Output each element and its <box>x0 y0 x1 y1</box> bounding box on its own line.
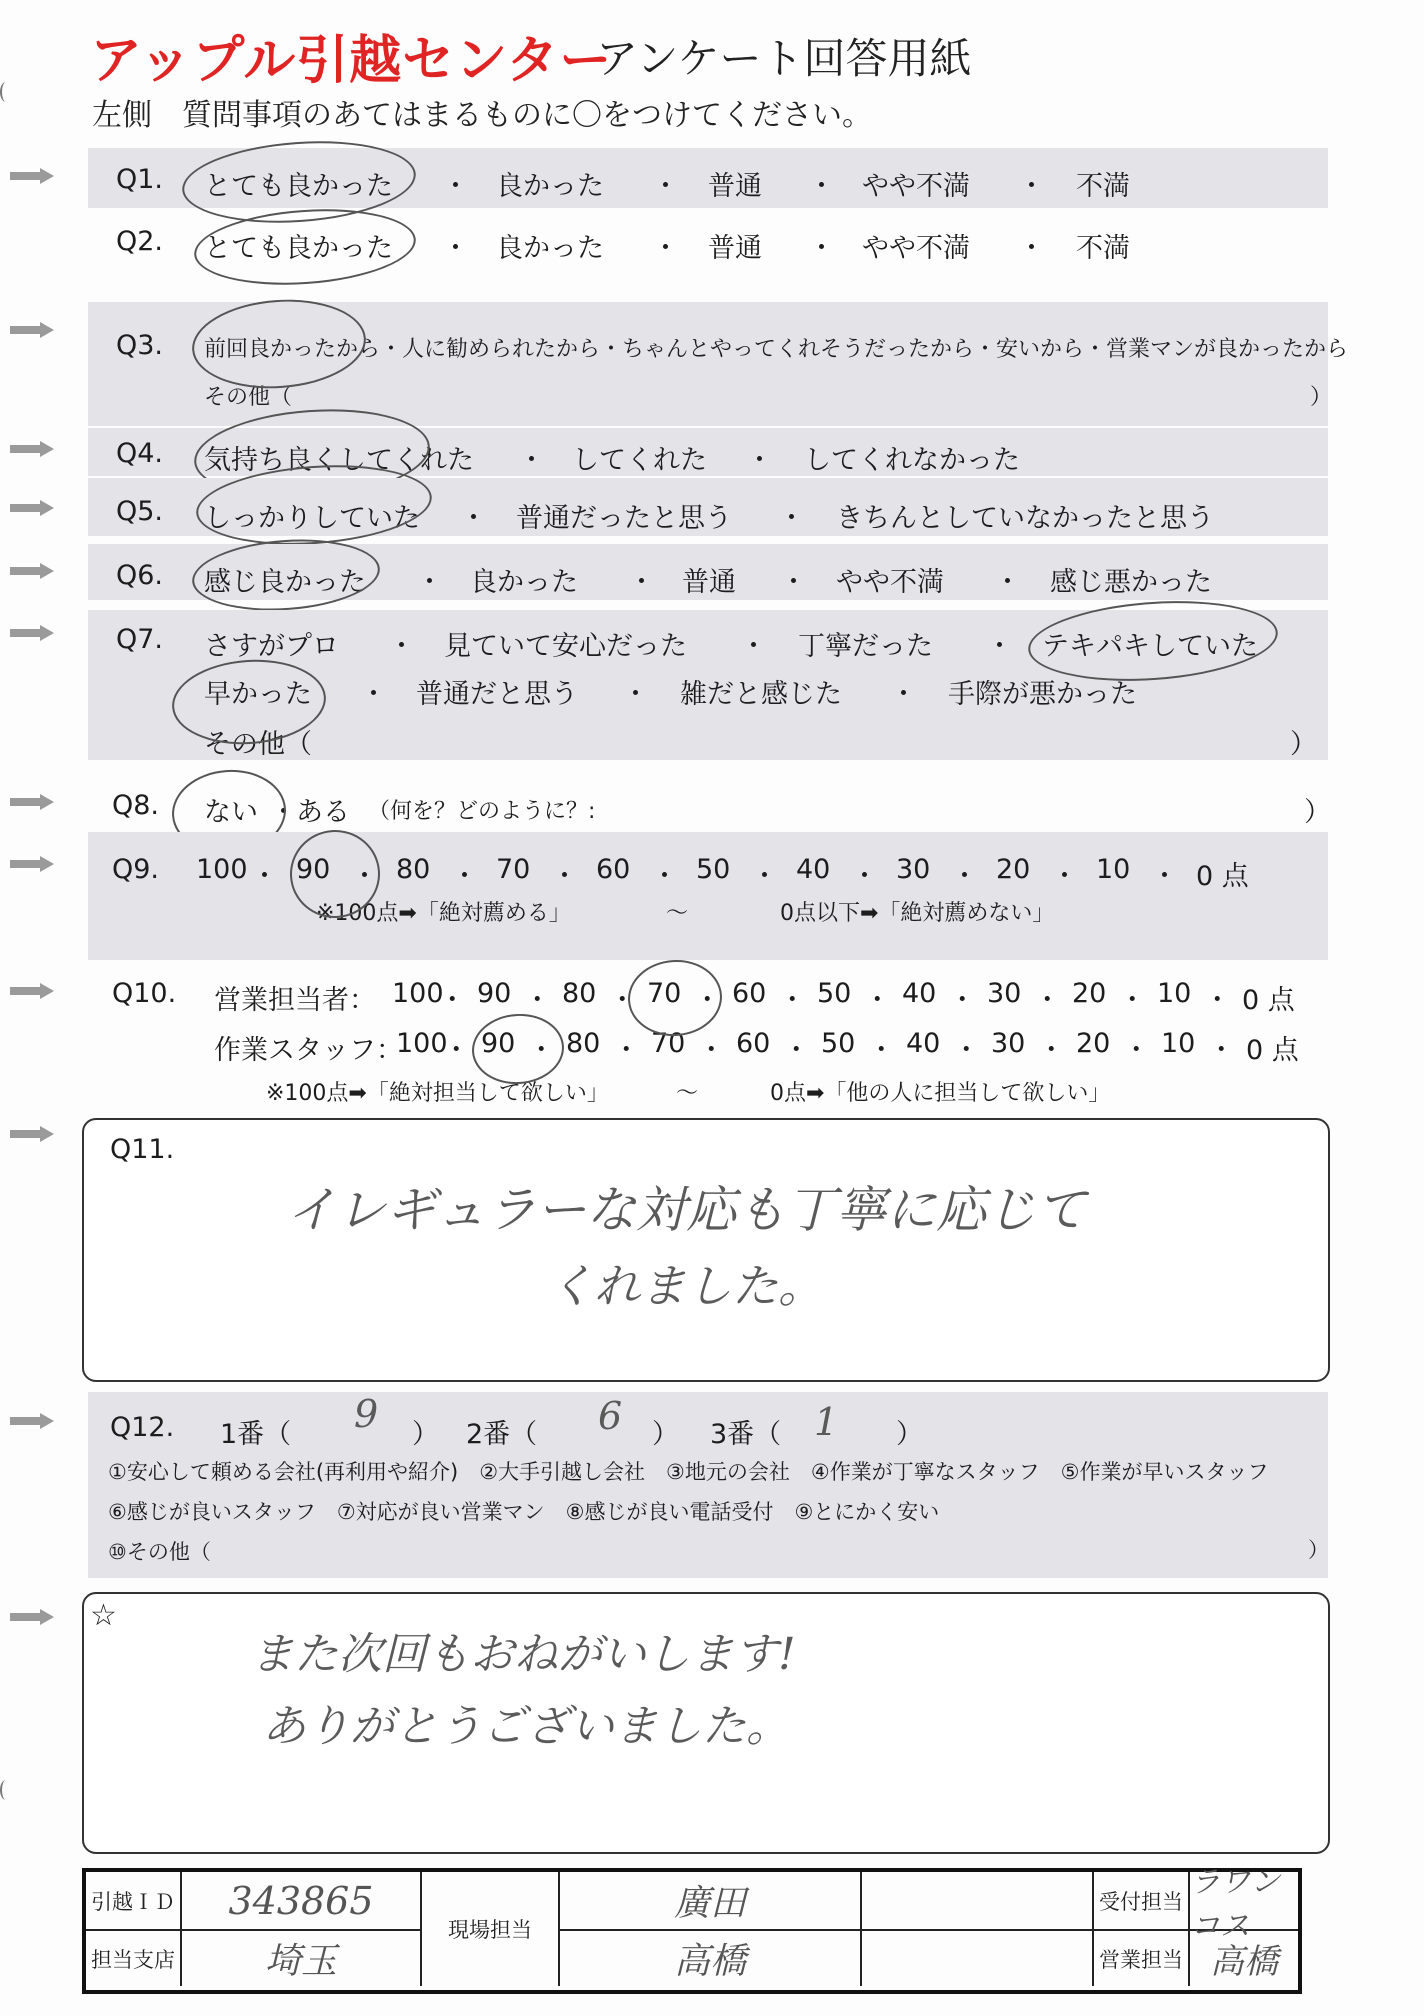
margin-arrow-icon <box>10 1413 54 1429</box>
separator: ・ <box>782 1035 810 1066</box>
q10-sales-score-option[interactable]: 60 <box>732 978 767 1009</box>
instruction-text: 左側 質問事項のあてはまるものに〇をつけてください。 <box>92 98 872 133</box>
q10-staff-score-option[interactable]: 70 <box>651 1028 686 1059</box>
q10-sales-label: 営業担当者： <box>214 985 376 1016</box>
q5-option[interactable]: しっかりしていた <box>204 503 420 534</box>
q1-option[interactable]: 不満 <box>1076 171 1130 202</box>
q3-options-line[interactable]: 前回良かったから・人に勧められたから・ちゃんとやってくれそうだったから・安いから・営業マンが良かったから <box>204 337 1349 362</box>
q9-score-option[interactable]: 10 <box>1096 854 1131 885</box>
q6-option[interactable]: やや不満 <box>836 567 944 598</box>
separator: ・ <box>1207 1035 1235 1066</box>
q6-option[interactable]: 感じ悪かった <box>1050 567 1212 598</box>
separator: ・ <box>778 503 805 534</box>
q7-option[interactable]: さすがプロ <box>204 631 339 662</box>
margin-arrow-icon <box>10 563 54 579</box>
q10-sales-score-option[interactable]: 0 点 <box>1242 985 1295 1016</box>
q10-sales-score-option[interactable]: 100 <box>392 978 444 1009</box>
separator: ・ <box>994 567 1021 598</box>
site-staff-value[interactable]: 高橋 <box>560 1931 862 1986</box>
q7-option[interactable]: 普通だと思う <box>416 679 578 710</box>
q6-label: Q6. <box>116 560 164 591</box>
q2-label: Q2. <box>116 226 164 257</box>
q7-option[interactable]: 見ていて安心だった <box>444 631 687 662</box>
q10-staff-score-option[interactable]: 90 <box>481 1028 516 1059</box>
form-subtitle: アンケート回答用紙 <box>596 34 972 83</box>
q9-band <box>88 832 1328 960</box>
q3-label: Q3. <box>116 330 164 361</box>
separator: ・ <box>697 1035 725 1066</box>
q9-score-option[interactable]: 20 <box>996 854 1031 885</box>
site-staff-value[interactable]: 廣田 <box>560 1872 862 1931</box>
footer-table <box>82 1864 1302 1994</box>
q11-label: Q11. <box>110 1134 175 1165</box>
q10-sales-score-option[interactable]: 20 <box>1072 978 1107 1009</box>
q2-option[interactable]: 不満 <box>1076 233 1130 264</box>
separator: ・ <box>251 861 278 892</box>
separator: ・ <box>388 631 415 662</box>
q9-score-option[interactable]: 50 <box>696 854 731 885</box>
q12-choices-row2: ⑥感じが良いスタッフ ⑦対応が良い営業マン ⑧感じが良い電話受付 ⑨とにかく安い <box>108 1500 940 1524</box>
q10-sales-score-option[interactable]: 30 <box>987 978 1022 1009</box>
margin-arrow-icon <box>10 1126 54 1142</box>
q10-staff-score-option[interactable]: 100 <box>396 1028 448 1059</box>
separator: ・ <box>523 985 551 1016</box>
q5-label: Q5. <box>116 496 164 527</box>
separator: ・ <box>518 445 545 476</box>
q1-label: Q1. <box>116 164 164 195</box>
brand-title: アップル引越センター <box>90 31 613 91</box>
q3-other-close: ） <box>1310 385 1333 410</box>
separator: ・ <box>351 861 378 892</box>
comment-handwritten-line2: ありがとうございました。 <box>262 1701 790 1752</box>
separator: ・ <box>808 233 835 264</box>
q7-option[interactable]: 手際が悪かった <box>948 679 1137 710</box>
branch-value[interactable]: 埼玉 <box>182 1931 422 1986</box>
q10-staff-score-option[interactable]: 10 <box>1161 1028 1196 1059</box>
q10-sales-score-option[interactable]: 80 <box>562 978 597 1009</box>
q10-sales-score-option[interactable]: 90 <box>477 978 512 1009</box>
q8-close: ） <box>1304 797 1331 828</box>
q9-score-option[interactable]: 30 <box>896 854 931 885</box>
q12-rank2-label: 2番（ <box>466 1419 538 1450</box>
move-id-label: 引越ＩＤ <box>86 1872 182 1931</box>
separator: ・ <box>442 171 469 202</box>
separator: ・ <box>270 797 297 828</box>
separator: ・ <box>360 679 387 710</box>
separator: ・ <box>986 631 1013 662</box>
q8-prompt[interactable]: （何を？どのように？: <box>368 799 596 824</box>
q7-option[interactable]: 雑だと感じた <box>680 679 842 710</box>
reception-value[interactable]: ラワンコス <box>1190 1872 1298 1931</box>
q10-sales-score-option[interactable]: 10 <box>1157 978 1192 1009</box>
separator: ・ <box>693 985 721 1016</box>
separator: ・ <box>951 861 978 892</box>
q10-sales-score-option[interactable]: 50 <box>817 978 852 1009</box>
q9-note-left: ※100点➡「絶対薦める」 <box>316 901 571 926</box>
margin-arrow-icon <box>10 168 54 184</box>
margin-arrow-icon <box>10 625 54 641</box>
q1-option[interactable]: 普通 <box>708 171 762 202</box>
q10-label: Q10. <box>112 978 177 1009</box>
site-staff-label: 現場担当 <box>422 1872 560 1986</box>
q10-sales-score-option[interactable]: 40 <box>902 978 937 1009</box>
q4-option[interactable]: してくれた <box>572 445 707 476</box>
separator: ・ <box>416 567 443 598</box>
separator: ・ <box>948 985 976 1016</box>
selection-circle <box>625 957 724 1039</box>
q9-score-option[interactable]: 100 <box>196 854 248 885</box>
q12-close: ） <box>652 1419 679 1450</box>
margin-arrow-icon <box>10 500 54 516</box>
q9-tilde: 〜 <box>666 901 689 926</box>
separator: ・ <box>851 861 878 892</box>
separator: ・ <box>442 233 469 264</box>
separator: ・ <box>1018 233 1045 264</box>
q4-label: Q4. <box>116 438 164 469</box>
q3-other[interactable]: その他（ <box>204 385 293 410</box>
q9-score-option[interactable]: 90 <box>296 854 331 885</box>
binder-mark <box>0 82 12 102</box>
separator: ・ <box>1151 861 1178 892</box>
q10-staff-score-option[interactable]: 30 <box>991 1028 1026 1059</box>
separator: ・ <box>442 1035 470 1066</box>
separator: ・ <box>863 985 891 1016</box>
q2-option[interactable]: 良かった <box>496 233 604 264</box>
q9-note-right: 0点以下➡「絶対薦めない」 <box>780 901 1055 926</box>
q4-option[interactable]: 気持ち良くしてくれた <box>204 445 474 476</box>
q11-handwritten-line1: イレギュラーな対応も丁寧に応じて <box>286 1181 1086 1239</box>
q12-rank1-value[interactable]: 9 <box>354 1392 379 1436</box>
q10-staff-score-option[interactable]: 0 点 <box>1246 1035 1299 1066</box>
q2-option[interactable]: やや不満 <box>862 233 970 264</box>
separator: ・ <box>451 861 478 892</box>
q7-other-close: ） <box>1290 729 1317 760</box>
q7-other[interactable]: その他（ <box>204 729 312 760</box>
q8-option-some[interactable]: ある <box>296 797 350 828</box>
separator: ・ <box>608 985 636 1016</box>
separator: ・ <box>438 985 466 1016</box>
separator: ・ <box>867 1035 895 1066</box>
q9-score-option[interactable]: 40 <box>796 854 831 885</box>
q2-option[interactable]: 普通 <box>708 233 762 264</box>
separator: ・ <box>651 861 678 892</box>
blank-cell <box>862 1931 1094 1986</box>
q1-option[interactable]: やや不満 <box>862 171 970 202</box>
q12-close: ） <box>896 1419 923 1450</box>
q12-rank3-label: 3番（ <box>710 1419 782 1450</box>
q10-staff-score-option[interactable]: 20 <box>1076 1028 1111 1059</box>
comment-handwritten-line1: また次回もおねがいします! <box>250 1629 796 1680</box>
margin-arrow-icon <box>10 794 54 810</box>
move-id-value[interactable]: 343865 <box>182 1872 422 1931</box>
margin-arrow-icon <box>10 441 54 457</box>
separator: ・ <box>652 171 679 202</box>
separator: ・ <box>551 861 578 892</box>
q10-staff-score-option[interactable]: 60 <box>736 1028 771 1059</box>
separator: ・ <box>1203 985 1231 1016</box>
separator: ・ <box>808 171 835 202</box>
star-icon: ☆ <box>90 1598 117 1633</box>
binder-mark <box>0 1780 12 1800</box>
q5-option[interactable]: 普通だったと思う <box>516 503 732 534</box>
separator: ・ <box>746 445 773 476</box>
q7-label: Q7. <box>116 624 164 655</box>
q6-option[interactable]: 感じ良かった <box>204 567 366 598</box>
q12-close: ） <box>412 1419 439 1450</box>
separator: ・ <box>527 1035 555 1066</box>
q10-note-right: 0点➡「他の人に担当して欲しい」 <box>770 1081 1111 1106</box>
branch-label: 担当支店 <box>86 1931 182 1986</box>
sales-staff-label: 営業担当 <box>1094 1931 1190 1986</box>
separator: ・ <box>628 567 655 598</box>
separator: ・ <box>1051 861 1078 892</box>
q5-option[interactable]: きちんとしていなかったと思う <box>836 503 1214 534</box>
margin-arrow-icon <box>10 1609 54 1625</box>
q1-option[interactable]: 良かった <box>496 171 604 202</box>
q9-score-option[interactable]: 60 <box>596 854 631 885</box>
q10-tilde: 〜 <box>676 1081 699 1106</box>
q7-option[interactable]: 早かった <box>204 679 312 710</box>
separator: ・ <box>1018 171 1045 202</box>
separator: ・ <box>778 985 806 1016</box>
q12-rank3-value[interactable]: 1 <box>814 1400 839 1444</box>
separator: ・ <box>1033 985 1061 1016</box>
margin-arrow-icon <box>10 322 54 338</box>
q4-option[interactable]: してくれなかった <box>804 445 1020 476</box>
q12-choices-row1: ①安心して頼める会社(再利用や紹介) ②大手引越し会社 ③地元の会社 ④作業が丁寧なスタッフ ⑤作業が早いスタッフ <box>108 1460 1269 1484</box>
q12-close: ） <box>1308 1538 1329 1562</box>
separator: ・ <box>952 1035 980 1066</box>
q9-score-option[interactable]: 70 <box>496 854 531 885</box>
blank-cell <box>862 1872 1094 1931</box>
q10-staff-score-option[interactable]: 50 <box>821 1028 856 1059</box>
q10-staff-score-option[interactable]: 80 <box>566 1028 601 1059</box>
separator: ・ <box>612 1035 640 1066</box>
separator: ・ <box>780 567 807 598</box>
separator: ・ <box>751 861 778 892</box>
q10-sales-score-row <box>392 978 1332 1014</box>
reception-label: 受付担当 <box>1094 1872 1190 1931</box>
q10-staff-score-option[interactable]: 40 <box>906 1028 941 1059</box>
q8-label: Q8. <box>112 790 160 821</box>
q12-rank2-value[interactable]: 6 <box>598 1394 623 1438</box>
separator: ・ <box>1122 1035 1150 1066</box>
q10-staff-label: 作業スタッフ： <box>214 1035 403 1066</box>
q12-label: Q12. <box>110 1412 175 1443</box>
separator: ・ <box>460 503 487 534</box>
separator: ・ <box>652 233 679 264</box>
separator: ・ <box>890 679 917 710</box>
q10-sales-score-option[interactable]: 70 <box>647 978 682 1009</box>
q7-option[interactable]: 丁寧だった <box>798 631 933 662</box>
margin-arrow-icon <box>10 856 54 872</box>
q9-score-option[interactable]: 0 点 <box>1196 861 1249 892</box>
q10-note-left: ※100点➡「絶対担当して欲しい」 <box>266 1081 609 1106</box>
q6-option[interactable]: 普通 <box>682 567 736 598</box>
q11-handwritten-line2: くれました。 <box>548 1259 824 1313</box>
q8-option-none[interactable]: ない <box>204 797 258 828</box>
separator: ・ <box>1037 1035 1065 1066</box>
separator: ・ <box>740 631 767 662</box>
q2-option[interactable]: とても良かった <box>204 233 393 264</box>
margin-arrow-icon <box>10 983 54 999</box>
q9-score-option[interactable]: 80 <box>396 854 431 885</box>
q7-option[interactable]: テキパキしていた <box>1042 631 1258 662</box>
q1-option[interactable]: とても良かった <box>204 171 393 202</box>
q12-rank1-label: 1番（ <box>220 1419 292 1450</box>
sales-staff-value[interactable]: 高橋 <box>1210 1942 1278 1982</box>
separator: ・ <box>1118 985 1146 1016</box>
q6-option[interactable]: 良かった <box>470 567 578 598</box>
q12-choices-row3[interactable]: ⑩その他（ <box>108 1540 211 1564</box>
separator: ・ <box>622 679 649 710</box>
q9-label: Q9. <box>112 854 160 885</box>
